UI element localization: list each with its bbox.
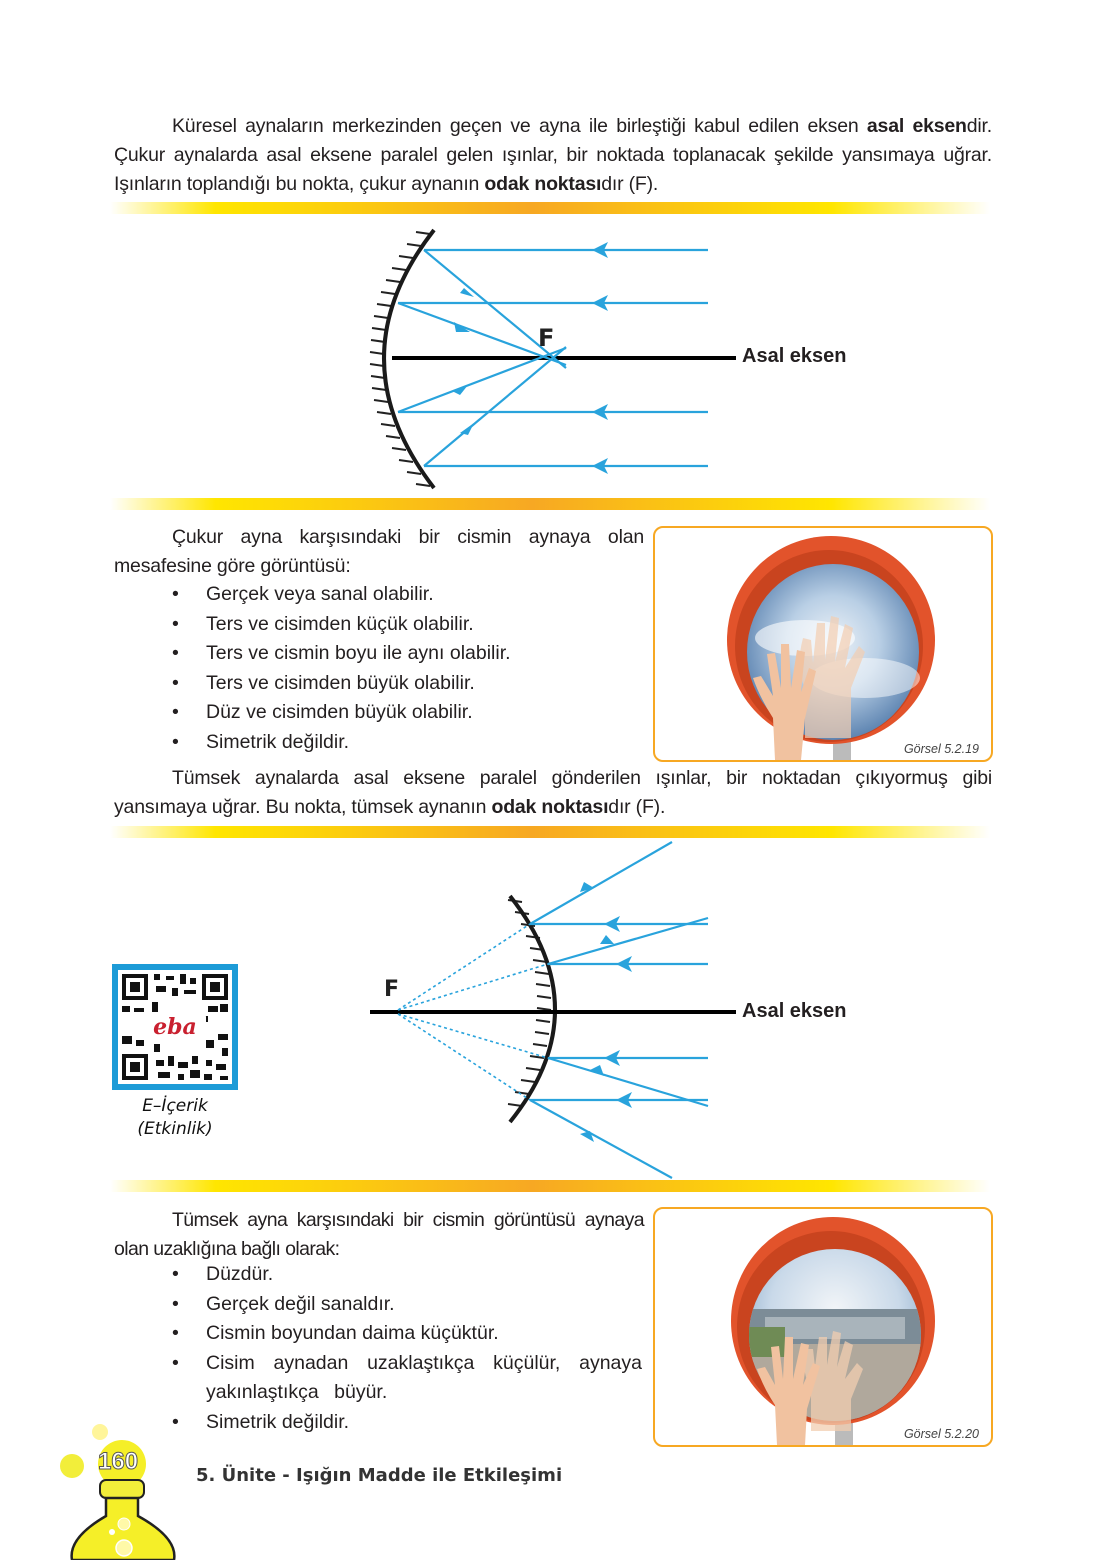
axis-label-2: Asal eksen bbox=[742, 1000, 847, 1022]
convex-list bbox=[172, 1260, 642, 1437]
highlight-bar bbox=[110, 202, 990, 214]
convex-mirror-photo bbox=[655, 1209, 991, 1445]
concave-mirror-photo bbox=[655, 528, 991, 760]
flask-decoration bbox=[50, 1420, 250, 1560]
list-item: • Düz ve cisimden büyük olabilir. bbox=[172, 698, 642, 728]
qr-code[interactable] bbox=[112, 964, 238, 1090]
axis-label-1: Asal eksen bbox=[742, 345, 847, 367]
list-item: • Simetrik değildir. bbox=[172, 1408, 642, 1438]
term-asal-eksen: asal eksen bbox=[866, 115, 967, 137]
list-item: • Ters ve cisimden büyük olabilir. bbox=[172, 669, 642, 699]
list-item: • Cisim aynadan uzaklaştıkça küçülür, aynaya yakınlaştıkça büyür. bbox=[172, 1349, 642, 1408]
eba-logo: eba bbox=[153, 1014, 197, 1040]
list-item: • Gerçek veya sanal olabilir. bbox=[172, 580, 642, 610]
term-odak-noktasi: odak noktası bbox=[484, 173, 602, 195]
page-number: 160 bbox=[98, 1448, 139, 1475]
list-item: • Ters ve cismin boyu ile aynı olabilir. bbox=[172, 639, 642, 669]
highlight-bar bbox=[110, 826, 990, 838]
list-item: • Ters ve cisimden küçük olabilir. bbox=[172, 610, 642, 640]
convex-paragraph: Tümsek aynalarda asal eksene paralel gönderilen ışınlar, bir noktadan çıkıyormuş gibi yansımaya uğrar. Bu nokta, tümsek aynanın odak noktasıdır (F). bbox=[114, 767, 992, 818]
photo-frame-1 bbox=[653, 526, 993, 762]
list-item: • Gerçek değil sanaldır. bbox=[172, 1290, 642, 1320]
concave-intro: Çukur ayna karşısındaki bir cismin aynaya olan mesafesine göre görüntüsü: bbox=[114, 526, 644, 577]
list-item: • Düzdür. bbox=[172, 1260, 642, 1290]
photo-caption-1: Görsel 5.2.19 bbox=[903, 742, 979, 756]
concave-list bbox=[172, 580, 642, 757]
term-odak-noktasi-2: odak noktası bbox=[491, 796, 609, 818]
list-item: • Cismin boyundan daima küçüktür. bbox=[172, 1319, 642, 1349]
focus-label: F bbox=[384, 977, 400, 1002]
mirror-hatching bbox=[508, 900, 551, 1106]
highlight-bar bbox=[110, 498, 990, 510]
intro-paragraph: Küresel aynaların merkezinden geçen ve ayna ile birleştiği kabul edilen eksen asal eksendir. Çukur aynalarda asal eksene paralel gelen ışınlar, bir noktada toplanacak şekilde yansımaya uğrar. Işınların toplandığı bu nokta, çukur aynanın odak noktasıdır (F). bbox=[114, 115, 992, 195]
concave-mirror-diagram bbox=[0, 220, 1106, 520]
photo-caption-2: Görsel 5.2.20 bbox=[903, 1427, 979, 1441]
qr-caption[interactable]: E–İçerik (Etkinlik) bbox=[137, 1096, 213, 1139]
list-item: • Simetrik değildir. bbox=[172, 728, 642, 758]
highlight-bar bbox=[110, 1180, 990, 1192]
focus-label: F bbox=[538, 324, 555, 352]
unit-title: 5. Ünite - Işığın Madde ile Etkileşimi bbox=[196, 1465, 563, 1486]
photo-frame-2 bbox=[653, 1207, 993, 1447]
convex-intro: Tümsek ayna karşısındaki bir cismin görüntüsü aynaya olan uzaklığına bağlı olarak: bbox=[114, 1209, 644, 1260]
